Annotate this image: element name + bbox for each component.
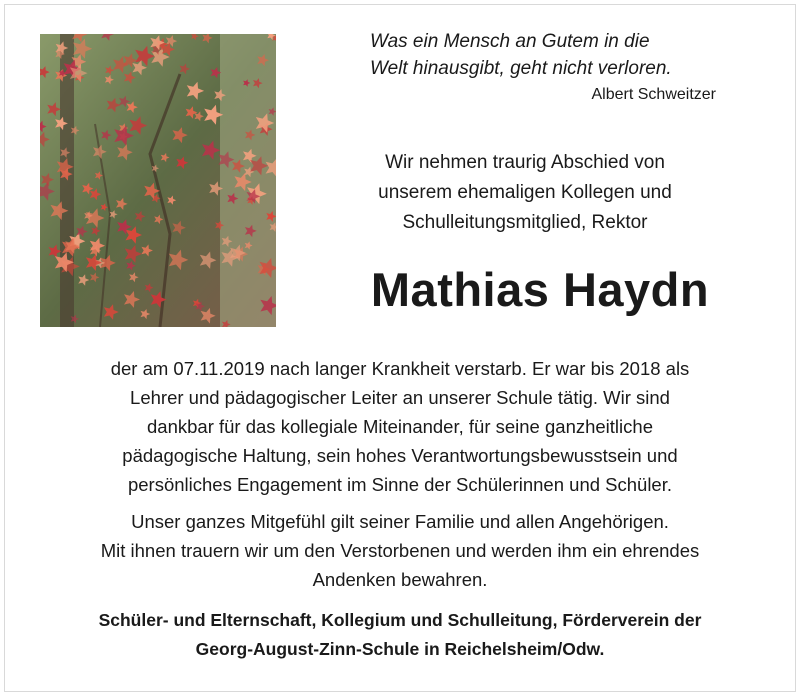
signature-line: Georg-August-Zinn-Schule in Reichelsheim/Odw. <box>195 639 605 659</box>
deceased-name: Mathias Haydn <box>370 263 710 316</box>
intro-text <box>330 148 720 238</box>
body-line: der am 07.11.2019 nach langer Krankheit verstarb. Er war bis 2018 als <box>110 358 690 379</box>
quote-line: Welt hinausgibt, geht nicht verloren. <box>370 58 672 79</box>
signature-block <box>20 606 780 664</box>
body-paragraph <box>30 507 770 594</box>
body-line: Andenken bewahren. <box>312 569 488 590</box>
body-line: dankbar für das kollegiale Miteinander, für seine ganzheitliche <box>147 416 653 437</box>
body-line: Lehrer und pädagogischer Leiter an unserer Schule tätig. Wir sind <box>130 387 670 408</box>
quote-author: Albert Schweitzer <box>591 86 716 103</box>
body-line: Mit ihnen trauern wir um den Verstorbenen und werden ihm ein ehrendes <box>100 540 700 561</box>
body-line: pädagogische Haltung, sein hohes Verantwortungsbewusstsein und <box>122 445 678 466</box>
body-line: Unser ganzes Mitgefühl gilt seiner Familie und allen Angehörigen. <box>131 511 669 532</box>
body-line: persönliches Engagement im Sinne der Schülerinnen und Schüler. <box>127 474 673 495</box>
body-paragraph <box>30 354 770 499</box>
autumn-maple-leaves-photo <box>40 34 276 327</box>
body-text <box>30 354 770 594</box>
quote-block <box>330 28 720 106</box>
intro-line: Schulleitungsmitglied, Rektor <box>402 212 648 233</box>
signature-line: Schüler- und Elternschaft, Kollegium und Schulleitung, Förderverein der <box>98 610 702 630</box>
intro-line: Wir nehmen traurig Abschied von <box>385 152 665 173</box>
intro-line: unserem ehemaligen Kollegen und <box>378 182 672 203</box>
quote-line: Was ein Mensch an Gutem in die <box>370 31 650 52</box>
